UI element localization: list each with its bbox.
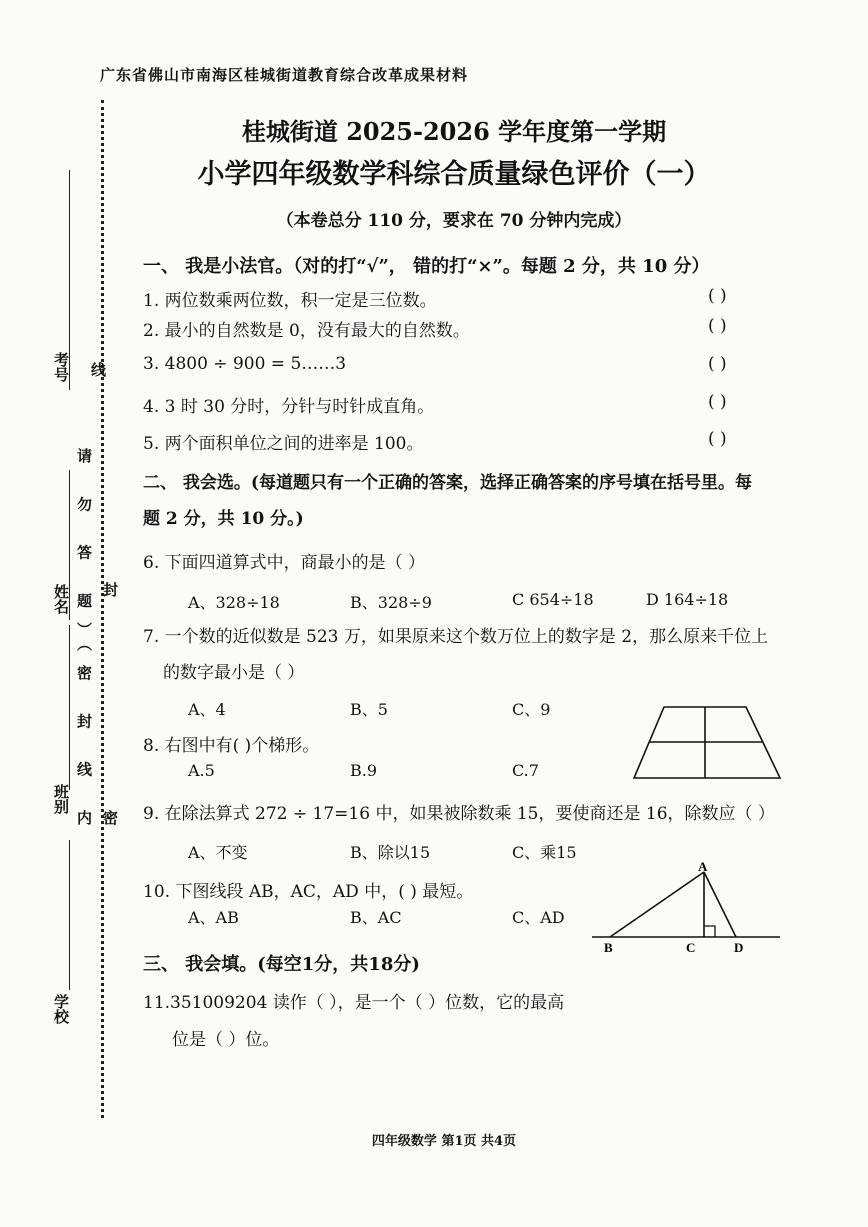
point-d-label: D (734, 940, 744, 955)
q6-option-b[interactable]: B、328÷9 (350, 593, 432, 612)
answer-blank-4[interactable]: ( ) (708, 392, 727, 412)
school-line (69, 840, 70, 990)
q9-option-a[interactable]: A、不变 (188, 843, 248, 862)
q10-option-b[interactable]: B、AC (350, 908, 402, 927)
q6-option-d[interactable]: D 164÷18 (646, 590, 729, 609)
question-2: 2. 最小的自然数是 0，没有最大的自然数。 (143, 321, 470, 341)
feng-label: 封 (101, 582, 119, 597)
q8-option-b[interactable]: B.9 (350, 761, 378, 780)
exam-title-line1: 桂城街道 2025-2026 学年度第一学期 (241, 117, 667, 146)
section2-title-line2: 题 2 分，共 10 分。) (143, 509, 304, 529)
question-1: 1. 两位数乘两位数，积一定是三位数。 (143, 291, 437, 311)
question-11-line1: 11.351009204 读作（ ），是一个（ ）位数，它的最高 (143, 993, 565, 1013)
triangle-figure (588, 858, 784, 958)
q10-option-c[interactable]: C、AD (512, 908, 565, 927)
seal-dotted-line (101, 100, 104, 1118)
q10-option-a[interactable]: A、AB (188, 908, 239, 927)
name-label: 姓名 (52, 584, 70, 614)
section2-title-line1: 二、 我会选。(每道题只有一个正确的答案，选择正确答案的序号填在括号里。每 (143, 473, 752, 493)
q7-option-a[interactable]: A、4 (188, 700, 226, 719)
question-7-line1: 7. 一个数的近似数是 523 万，如果原来这个数万位上的数字是 2，那么原来千位上 (143, 627, 769, 647)
q7-option-c[interactable]: C、9 (512, 700, 551, 719)
xian-label: 线 (89, 362, 107, 377)
school-label: 学校 (52, 994, 70, 1024)
answer-blank-3[interactable]: ( ) (708, 354, 727, 374)
question-3: 3. 4800 ÷ 900 = 5……3 (143, 354, 347, 374)
class-label: 班别 (52, 784, 70, 814)
answer-blank-1[interactable]: ( ) (708, 286, 727, 306)
q6-option-c[interactable]: C 654÷18 (512, 590, 594, 609)
answer-blank-2[interactable]: ( ) (708, 316, 727, 336)
section3-title: 三、 我会填。(每空1分，共18分) (143, 954, 420, 975)
exam-title-line2: 小学四年级数学科综合质量绿色评价（一） (197, 159, 711, 190)
question-9: 9. 在除法算式 272 ÷ 17=16 中，如果被除数乘 15，要使商还是 16，除数应（ ） (143, 804, 775, 824)
section1-title: 一、 我是小法官。（对的打“√”， 错的打“×”。每题 2 分，共 10 分） (143, 256, 710, 277)
point-a-label: A (698, 859, 708, 874)
class-line (69, 625, 70, 790)
mi-label: 密 (101, 810, 119, 825)
source-header: 广东省佛山市南海区桂城街道教育综合改革成果材料 (100, 66, 469, 84)
q9-option-b[interactable]: B、除以15 (350, 843, 431, 862)
question-6: 6. 下面四道算式中，商最小的是（ ） (143, 553, 426, 573)
answer-blank-5[interactable]: ( ) (708, 429, 727, 449)
q6-option-a[interactable]: A、328÷18 (188, 593, 280, 612)
question-4: 4. 3 时 30 分时，分针与时针成直角。 (143, 397, 435, 417)
exam-no-label: 考号 (52, 352, 70, 382)
q9-option-c[interactable]: C、乘15 (512, 843, 577, 862)
exam-subtitle: （本卷总分 110 分，要求在 70 分钟内完成） (276, 211, 632, 231)
question-5: 5. 两个面积单位之间的进率是 100。 (143, 434, 424, 454)
question-8: 8. 右图中有( )个梯形。 (143, 736, 320, 756)
point-c-label: C (686, 940, 696, 955)
question-10: 10. 下图线段 AB，AC，AD 中，( ) 最短。 (143, 882, 474, 902)
point-b-label: B (604, 940, 613, 955)
q8-option-a[interactable]: A.5 (188, 761, 215, 780)
question-7-line2: 的数字最小是（ ） (163, 663, 305, 683)
no-answer-notice: 请 勿 答 题） (75, 448, 93, 651)
q8-option-c[interactable]: C.7 (512, 761, 539, 780)
segment-ab (610, 872, 704, 937)
right-angle-mark (704, 926, 715, 937)
q7-option-b[interactable]: B、5 (350, 700, 388, 719)
trapezoid-figure (630, 702, 785, 784)
segment-ad (704, 872, 736, 937)
seal-line-notice: （密 封 线 内 (75, 636, 93, 839)
question-11-line2: 位是（ ）位。 (172, 1030, 280, 1050)
page-footer: 四年级数学 第1页 共4页 (371, 1134, 517, 1149)
